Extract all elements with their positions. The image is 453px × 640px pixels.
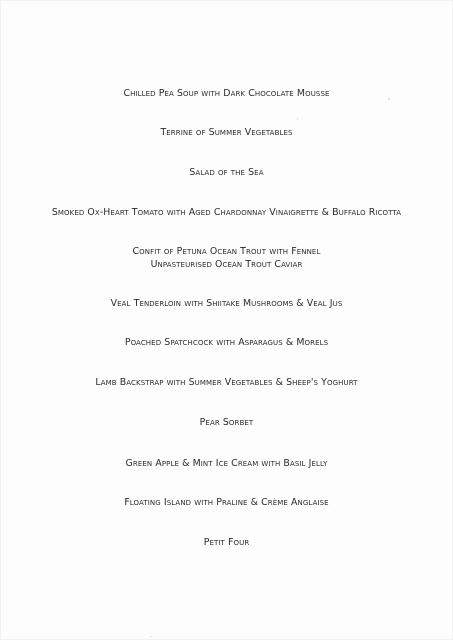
course-title: Chilled Pea Soup with Dark Chocolate Mousse bbox=[123, 88, 330, 99]
course-title: Pear Sorbet bbox=[199, 417, 254, 428]
course-title: Smoked Ox-Heart Tomato with Aged Chardonnay Vinaigrette & Buffalo Ricotta bbox=[51, 207, 402, 218]
paper-speck bbox=[297, 118, 298, 120]
menu-course bbox=[0, 297, 453, 310]
menu-course bbox=[0, 336, 453, 349]
menu-course bbox=[0, 536, 453, 549]
course-title-line-1: Confit of Petuna Ocean Trout with Fennel bbox=[132, 246, 321, 257]
menu-course bbox=[0, 496, 453, 509]
menu-course bbox=[0, 87, 453, 100]
course-title-line-2: Unpasteurised Ocean Trout Caviar bbox=[150, 259, 303, 270]
paper-speck bbox=[388, 98, 390, 100]
menu-course bbox=[0, 376, 453, 389]
menu-course bbox=[0, 457, 453, 470]
course-title: Floating Island with Praline & Crème Anglaise bbox=[124, 497, 329, 508]
menu-course bbox=[0, 166, 453, 179]
course-title: Terrine of Summer Vegetables bbox=[160, 127, 293, 138]
menu-course bbox=[0, 416, 453, 429]
course-title: Salad of the Sea bbox=[189, 167, 264, 178]
menu-course bbox=[0, 245, 453, 271]
course-title: Poached Spatchcock with Asparagus & Morels bbox=[124, 337, 329, 348]
course-title: Petit Four bbox=[203, 537, 250, 548]
menu-course bbox=[0, 126, 453, 139]
menu-course bbox=[0, 206, 453, 219]
course-title: Green Apple & Mint Ice Cream with Basil Jelly bbox=[125, 458, 328, 469]
paper-speck bbox=[150, 636, 152, 637]
course-title: Lamb Backstrap with Summer Vegetables & Sheep's Yoghurt bbox=[95, 377, 358, 388]
course-title: Veal Tenderloin with Shiitake Mushrooms & Veal Jus bbox=[110, 298, 343, 309]
